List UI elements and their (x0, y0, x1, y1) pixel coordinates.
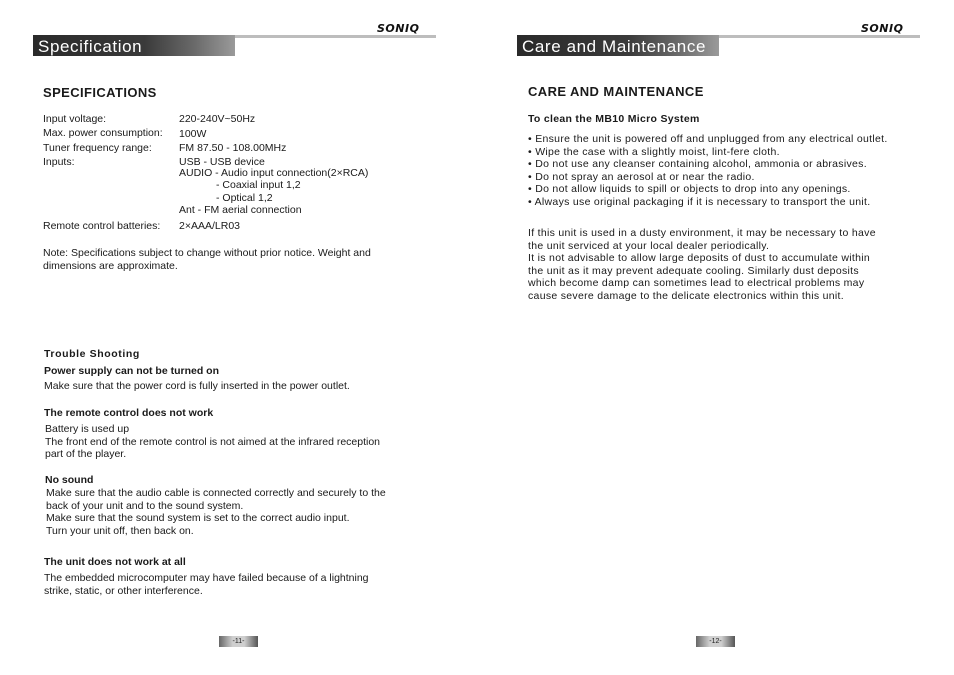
list-item: • Always use original packaging if it is necessary to transport the unit. (528, 195, 871, 208)
brand-logo: SONIQ (861, 22, 904, 35)
spec-value: AUDIO - Audio input connection(2×RCA) (179, 167, 369, 179)
page-number: -11- (219, 636, 258, 647)
sub-heading: To clean the MB10 Micro System (528, 113, 700, 125)
banner-title: Care and Maintenance (522, 37, 707, 56)
list-item: • Do not allow liquids to spill or objects to drop into any openings. (528, 183, 851, 196)
spec-label: Inputs: (43, 156, 75, 168)
list-item: • Ensure the unit is powered off and unplugged from any electrical outlet. (528, 133, 888, 145)
brand-logo: SONIQ (377, 22, 420, 35)
issue-text: Make sure that the power cord is fully inserted in the power outlet. (44, 380, 350, 392)
issue-text: Make sure that the audio cable is connected correctly and securely to the back of your unit and to the sound system. Make sure that the sound system is set to the correct audio input. Turn your unit off, then back on. (46, 487, 386, 537)
spec-value: 220-240V~50Hz (179, 113, 256, 125)
section-banner (517, 35, 920, 56)
spec-value: Ant - FM aerial connection (179, 204, 302, 216)
spec-value: 100W (179, 128, 207, 140)
spec-value: 2×AAA/LR03 (179, 220, 241, 232)
right-page (477, 0, 954, 675)
list-item: • Do not spray an aerosol at or near the radio. (528, 170, 755, 183)
spec-label: Tuner frequency range: (43, 142, 152, 154)
section-banner (33, 35, 436, 56)
page-heading: SPECIFICATIONS (43, 85, 157, 100)
spec-label: Input voltage: (43, 113, 107, 125)
issue-text: Battery is used up The front end of the remote control is not aimed at the infrared reception part of the player. (45, 423, 381, 461)
spec-value: - Optical 1,2 (216, 192, 273, 204)
care-paragraph: If this unit is used in a dusty environment, it may be necessary to have the unit serviced at your local dealer periodically. It is not advisable to allow large deposits of dust to accumulate within the unit as it may prevent adequate cooling. Similarly dust deposits which become damp can sometimes lead to electrical problems may cause severe damage to the delicate electronics within this unit. (528, 227, 876, 302)
spec-value: - Coaxial input 1,2 (216, 179, 301, 191)
spec-label: Max. power consumption: (43, 127, 163, 139)
issue-text: The embedded microcomputer may have failed because of a lightning strike, static, or other interference. (44, 572, 369, 597)
list-item: • Wipe the case with a slightly moist, lint-fere cloth. (528, 145, 780, 158)
spec-note: Note: Specifications subject to change without prior notice. Weight and dimensions are approximate. (43, 247, 371, 272)
care-list (528, 133, 888, 209)
spec-label: Remote control batteries: (43, 220, 161, 232)
issue-title: The unit does not work at all (44, 556, 186, 568)
page-heading: CARE AND MAINTENANCE (528, 84, 704, 99)
banner-title: Specification (38, 37, 143, 56)
trouble-title: Trouble Shooting (44, 348, 140, 360)
issue-title: No sound (45, 474, 94, 486)
spec-value: USB - USB device (179, 156, 265, 168)
page-number: -12- (696, 636, 735, 647)
issue-title: The remote control does not work (44, 407, 214, 419)
issue-title: Power supply can not be turned on (44, 365, 220, 377)
spec-value: FM 87.50 - 108.00MHz (179, 142, 287, 154)
list-item: • Do not use any cleanser containing alcohol, ammonia or abrasives. (528, 158, 867, 171)
